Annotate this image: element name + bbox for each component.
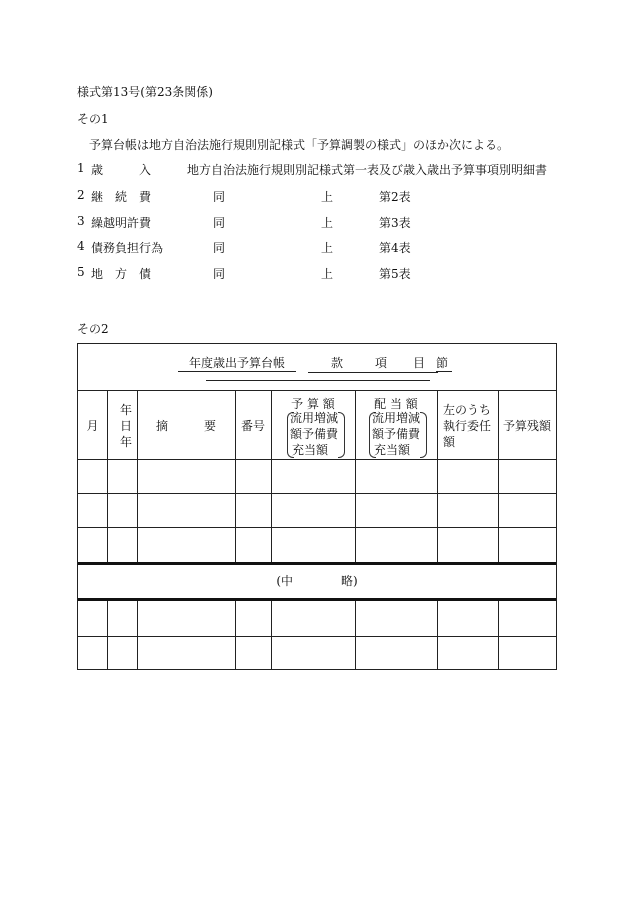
item-up: 上 (321, 216, 334, 230)
paren-right (420, 412, 427, 458)
col-number: 番号 (240, 419, 265, 433)
hr-row-1 (78, 493, 556, 494)
budget-ledger-table (77, 343, 557, 670)
item-num: 3 (77, 214, 85, 228)
hr-row-4 (78, 636, 556, 637)
col-alloc-head: 配 当 額 (374, 397, 418, 411)
col-alloc-sub-2: 額予備費 (372, 427, 421, 441)
col-budget-head: 予 算 額 (291, 397, 335, 411)
col-executed-2: 執行委任 (443, 419, 492, 433)
break-line-bottom (78, 598, 556, 601)
item-table: 第2表 (379, 190, 411, 204)
hr-header-top (78, 390, 556, 391)
title-underline (308, 372, 438, 373)
item-num: 4 (77, 239, 85, 253)
ledger-kan: 款 (331, 356, 344, 370)
vl-4b (271, 601, 272, 669)
part2-label: その2 (77, 322, 109, 336)
col-year-1: 年 (119, 403, 132, 417)
paren-right (338, 412, 345, 458)
item-up: 上 (321, 190, 334, 204)
item-name: 歳 入 (91, 163, 152, 177)
item-same: 同 (213, 241, 226, 255)
item-name: 繰越明許費 (91, 216, 152, 230)
vl-7b (498, 601, 499, 669)
vl-3b (235, 601, 236, 669)
ledger-moku: 目 (413, 356, 426, 370)
vl-1b (107, 601, 108, 669)
vl-5 (355, 390, 356, 562)
ledger-kou: 項 (375, 356, 388, 370)
item-up: 上 (321, 267, 334, 281)
col-budget-sub-1: 流用増減 (290, 411, 339, 425)
col-alloc-sub-1: 流用増減 (372, 411, 421, 425)
col-month: 月 (86, 419, 99, 433)
item-same: 同 (213, 216, 226, 230)
vl-3 (235, 390, 236, 562)
col-executed-3: 額 (443, 435, 456, 449)
item-num: 1 (77, 161, 85, 175)
item-same: 同 (213, 267, 226, 281)
col-executed-1: 左のうち (443, 403, 492, 417)
ledger-setsu: 節 (436, 354, 452, 372)
hr-header-bottom (78, 459, 556, 460)
col-summary: 摘 要 (155, 419, 216, 433)
ledger-title: 年度歳出予算台帳 (178, 354, 296, 372)
part1-label: その1 (77, 112, 109, 126)
item-name: 債務負担行為 (91, 241, 164, 255)
item-num: 5 (77, 265, 85, 279)
form-title: 様式第13号(第23条関係) (77, 85, 213, 99)
vl-2 (137, 390, 138, 562)
hr-row-2 (78, 527, 556, 528)
vl-6b (437, 601, 438, 669)
item-table: 第5表 (379, 267, 411, 281)
item-table: 第4表 (379, 241, 411, 255)
col-budget-sub-3: 充当額 (291, 443, 328, 457)
item-num: 2 (77, 188, 85, 202)
item-ref: 地方自治法施行規則別記様式第一表及び歳入歳出予算事項別明細書 (187, 163, 548, 177)
vl-1 (107, 390, 108, 562)
omitted-label: (中 略) (276, 574, 358, 588)
item-up: 上 (321, 241, 334, 255)
break-line-top (78, 562, 556, 565)
item-same: 同 (213, 190, 226, 204)
vl-2b (137, 601, 138, 669)
part1-intro: 予算台帳は地方自治法施行規則別記様式「予算調製の様式」のほか次による。 (89, 138, 510, 152)
vl-6 (437, 390, 438, 562)
col-alloc-sub-3: 充当額 (373, 443, 410, 457)
col-year-2: 年 (119, 435, 132, 449)
item-name: 継 続 費 (91, 190, 152, 204)
item-name: 地 方 債 (91, 267, 152, 281)
vl-4 (271, 390, 272, 562)
col-remaining: 予算残額 (502, 419, 551, 433)
item-table: 第3表 (379, 216, 411, 230)
vl-5b (355, 601, 356, 669)
col-budget-sub-2: 額予備費 (290, 427, 339, 441)
title-underline-2 (206, 380, 430, 381)
col-day: 日 (119, 419, 132, 433)
